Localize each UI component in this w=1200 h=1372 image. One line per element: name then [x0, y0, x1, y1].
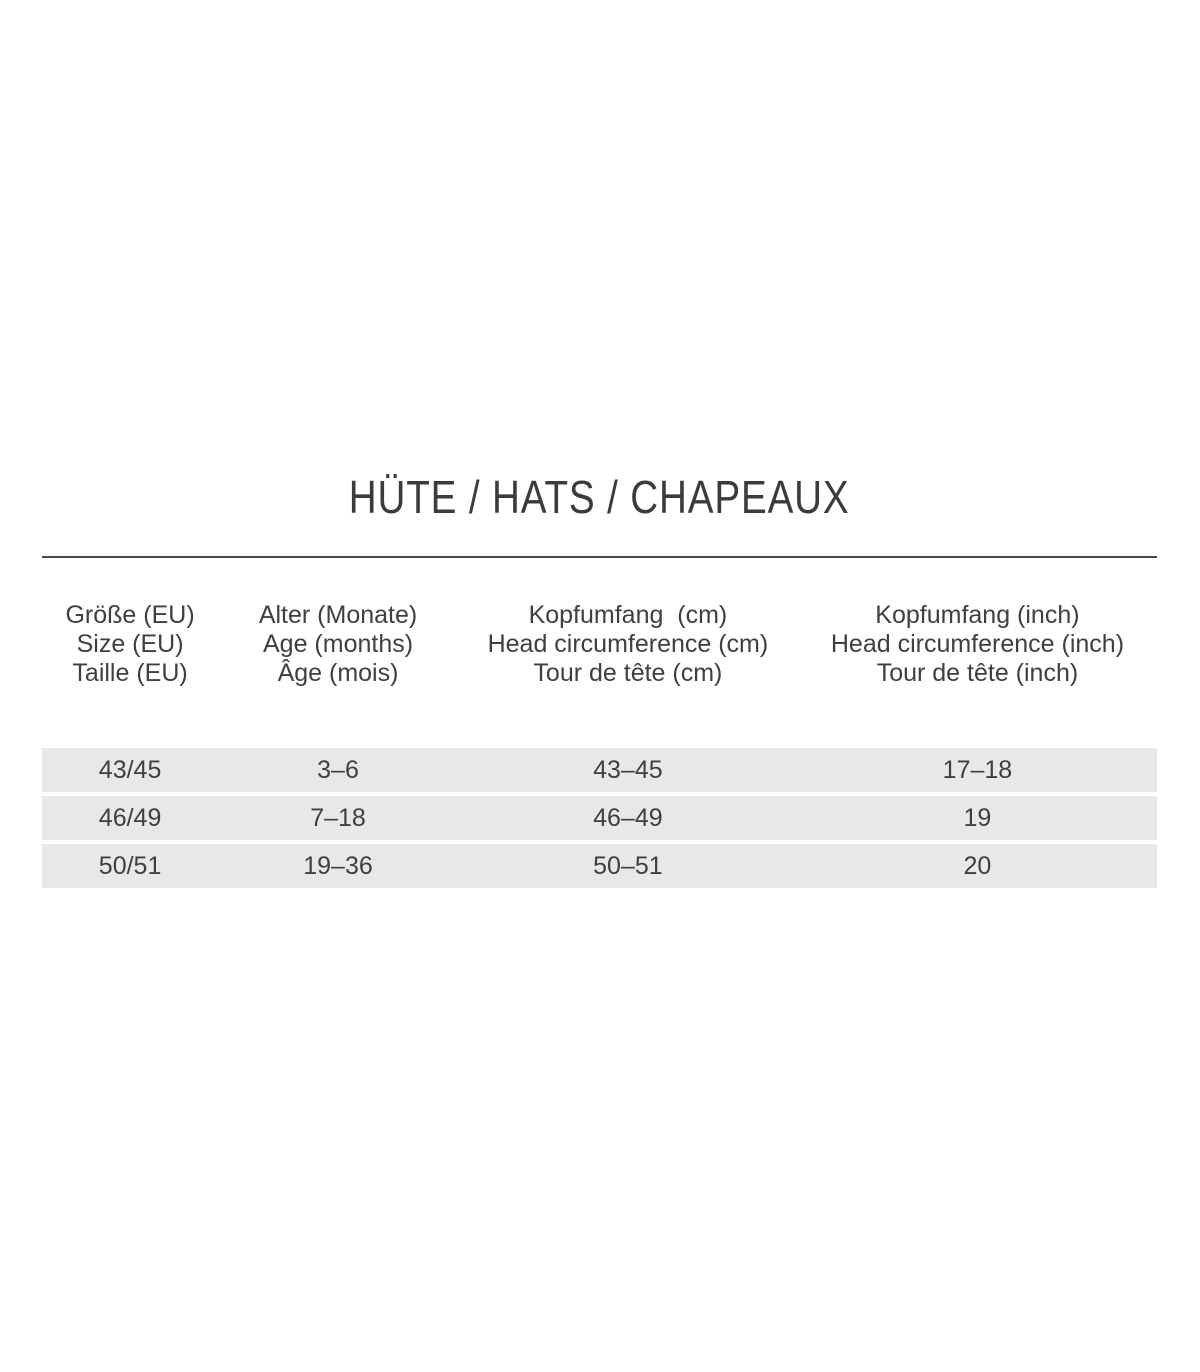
header-line-en: Head circumference (inch) [830, 630, 1125, 658]
table-row [42, 844, 1157, 888]
cell-age: 19–36 [303, 851, 373, 880]
table-row [42, 796, 1157, 840]
cell-head-inch: 20 [963, 851, 992, 880]
cell-head-cm: 43–45 [593, 755, 663, 784]
header-line-en: Age (months) [262, 630, 414, 658]
size-table [42, 601, 1157, 888]
column-header-age [218, 601, 458, 688]
header-line-en: Size (EU) [76, 630, 184, 658]
cell-head-cm: 46–49 [593, 803, 663, 832]
cell-size: 50/51 [98, 851, 162, 880]
cell-size: 43/45 [98, 755, 162, 784]
column-header-head-circumference-inch [798, 601, 1157, 688]
header-line-de: Kopfumfang (inch) [875, 601, 1080, 629]
page-title: HÜTE / HATS / CHAPEAUX [349, 471, 850, 523]
cell-age: 3–6 [317, 755, 359, 784]
table-row [42, 748, 1157, 792]
header-line-fr: Tour de tête (inch) [876, 659, 1079, 687]
page-title-wrap [42, 471, 1157, 523]
size-chart-sheet [42, 0, 1157, 888]
header-line-de: Größe (EU) [65, 601, 195, 629]
cell-head-inch: 19 [963, 803, 992, 832]
cell-head-inch: 17–18 [942, 755, 1013, 784]
cell-head-cm: 50–51 [593, 851, 663, 880]
header-line-fr: Taille (EU) [72, 659, 188, 687]
cell-size: 46/49 [98, 803, 162, 832]
header-line-en: Head circumference (cm) [487, 630, 769, 658]
header-line-de: Kopfumfang (cm) [528, 601, 728, 629]
title-divider [42, 556, 1157, 558]
column-header-head-circumference-cm [458, 601, 798, 688]
header-line-fr: Âge (mois) [277, 659, 399, 687]
header-line-de: Alter (Monate) [258, 601, 418, 629]
header-line-fr: Tour de tête (cm) [533, 659, 723, 687]
table-body [42, 748, 1157, 888]
cell-age: 7–18 [310, 803, 366, 832]
column-header-size-eu [42, 601, 218, 688]
table-header-row [42, 601, 1157, 688]
